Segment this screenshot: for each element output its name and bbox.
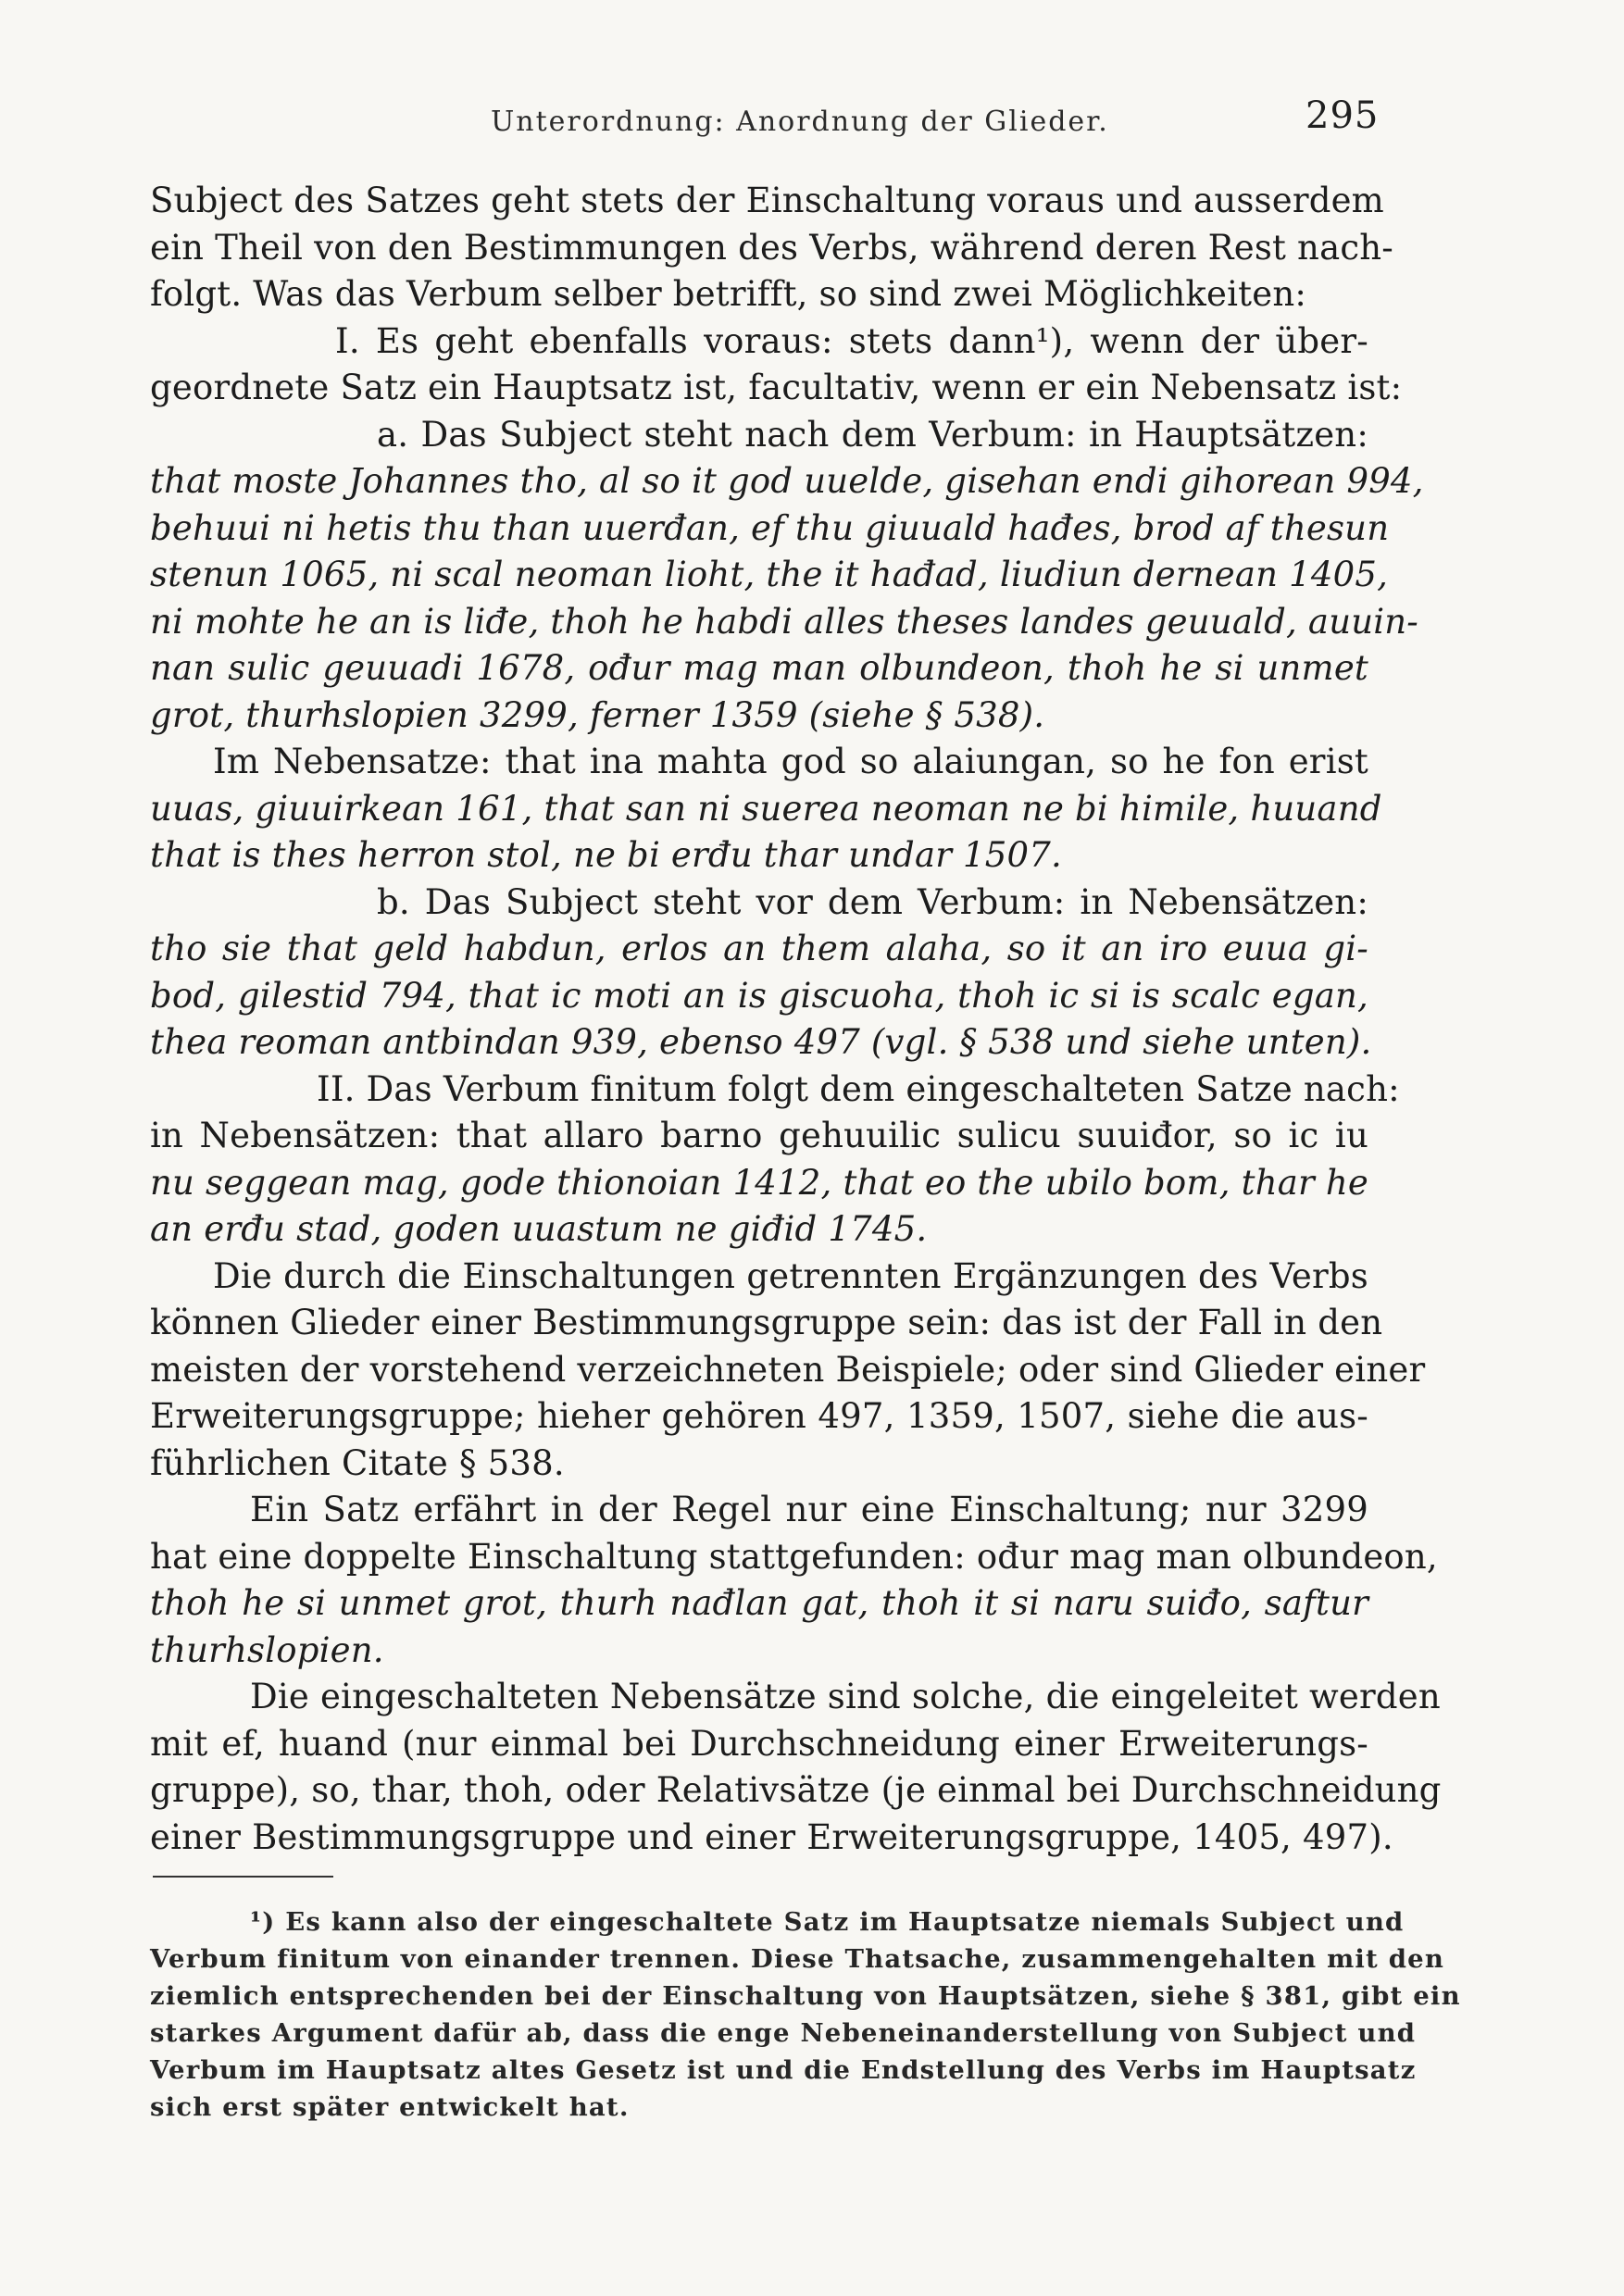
- footnote-line: Verbum finitum von einander trennen. Diese Thatsache, zusammengehalten mit den: [150, 1944, 1445, 1974]
- footnote-line: sich erst später entwickelt hat.: [150, 2092, 630, 2122]
- text-line: I. Es geht ebenfalls voraus: stets dann¹), wenn der über-: [335, 320, 1368, 361]
- footnote-line: ¹) Es kann also der eingeschaltete Satz im Hauptsatze niemals Subject und: [250, 1907, 1405, 1937]
- example-line: nan sulic geuuadi 1678, ođur mag man olbundeon, thoh he si unmet: [150, 648, 1368, 688]
- example-line: stenun 1065, ni scal neoman lioht, the it hađad, liudiun dernean 1405,: [150, 555, 1389, 594]
- text-line: a. Das Subject steht nach dem Verbum: in Hauptsätzen:: [377, 414, 1368, 455]
- text-line: mit ef, huand (nur einmal bei Durchschneidung einer Erweiterungs-: [150, 1723, 1368, 1764]
- text-line: Subject des Satzes geht stets der Einschaltung voraus und ausserdem: [150, 181, 1384, 220]
- example-line: that is thes herron stol, ne bi erđu thar undar 1507.: [150, 835, 1062, 875]
- text-line: ein Theil von den Bestimmungen des Verbs, während deren Rest nach-: [150, 227, 1393, 268]
- example-line: uuas, giuuirkean 161, that san ni suerea neoman ne bi himile, huuand: [150, 788, 1382, 829]
- example-line: tho sie that geld habdun, erlos an them alaha, so it an iro euua gi-: [150, 929, 1368, 968]
- footnote-divider: [153, 1876, 333, 1878]
- footnote-line: ziemlich entsprechenden bei der Einschaltung von Hauptsätzen, siehe § 381, gibt ein: [150, 1981, 1461, 2011]
- example-line: grot, thurhslopien 3299, ferner 1359 (siehe § 538).: [150, 694, 1045, 735]
- running-title: Unterordnung: Anordnung der Glieder.: [491, 106, 1109, 138]
- text-line: Im Nebensatze: that ina mahta god so alaiungan, so he fon erist: [213, 742, 1368, 781]
- body-text: [150, 178, 1442, 1861]
- text-line: Ein Satz erfährt in der Regel nur eine Einschaltung; nur 3299: [250, 1490, 1368, 1529]
- page-header: [0, 85, 1624, 150]
- text-line: Die eingeschalteten Nebensätze sind solche, die eingeleitet werden: [250, 1677, 1441, 1716]
- text-line: folgt. Was das Verbum selber betrifft, so sind zwei Möglichkeiten:: [150, 274, 1307, 314]
- text-line: können Glieder einer Bestimmungsgruppe sein: das ist der Fall in den: [150, 1303, 1383, 1342]
- text-line: II. Das Verbum finitum folgt dem eingeschalteten Satze nach:: [317, 1068, 1400, 1109]
- example-line: thoh he si unmet grot, thurh nađlan gat, thoh it si naru suiđo, saftur: [150, 1583, 1368, 1623]
- footnote-line: starkes Argument dafür ab, dass die enge Nebeneinanderstellung von Subject und: [150, 2018, 1417, 2048]
- text-line: hat eine doppelte Einschaltung stattgefunden: ođur mag man olbundeon,: [150, 1536, 1438, 1577]
- text-line: b. Das Subject steht vor dem Verbum: in Nebensätzen:: [377, 881, 1368, 922]
- text-line: gruppe), so, thar, thoh, oder Relativsätze (je einmal bei Durchschneidung: [150, 1770, 1442, 1810]
- example-line: thurhslopien.: [150, 1629, 384, 1670]
- text-line: führlichen Citate § 538.: [150, 1442, 565, 1483]
- text-line: in Nebensätzen: that allaro barno gehuuilic sulicu suuiđor, so ic iu: [150, 1116, 1368, 1155]
- text-line: einer Bestimmungsgruppe und einer Erweiterungsgruppe, 1405, 497).: [150, 1816, 1393, 1857]
- text-line: Erweiterungsgruppe; hieher gehören 497, 1359, 1507, siehe die aus-: [150, 1396, 1368, 1436]
- text-line: geordnete Satz ein Hauptsatz ist, facultativ, wenn er ein Nebensatz ist:: [150, 368, 1403, 407]
- example-line: an erđu stad, goden uuastum ne giđid 1745.: [150, 1209, 928, 1249]
- example-line: nu seggean mag, gode thionoian 1412, that eo the ubilo bom, thar he: [150, 1162, 1368, 1203]
- example-line: that moste Johannes tho, al so it god uuelde, gisehan endi gihorean 994,: [150, 461, 1424, 501]
- example-line: ni mohte he an is liđe, thoh he habdi alles theses landes geuuald, auuin-: [150, 601, 1419, 642]
- text-line: meisten der vorstehend verzeichneten Beispiele; oder sind Glieder einer: [150, 1349, 1426, 1390]
- page-number: 295: [1305, 94, 1380, 137]
- example-line: thea reoman antbindan 939, ebenso 497 (vgl. § 538 und siehe unten).: [150, 1022, 1372, 1062]
- text-line: Die durch die Einschaltungen getrennten Ergänzungen des Verbs: [213, 1255, 1368, 1296]
- example-line: behuui ni hetis thu than uuerđan, ef thu giuuald hađes, brod af thesun: [150, 507, 1390, 548]
- footnote: [150, 1903, 1461, 2126]
- footnote-line: Verbum im Hauptsatz altes Gesetz ist und die Endstellung des Verbs im Hauptsatz: [150, 2055, 1417, 2085]
- example-line: bod, gilestid 794, that ic moti an is giscuoha, thoh ic si is scalc egan,: [150, 975, 1368, 1016]
